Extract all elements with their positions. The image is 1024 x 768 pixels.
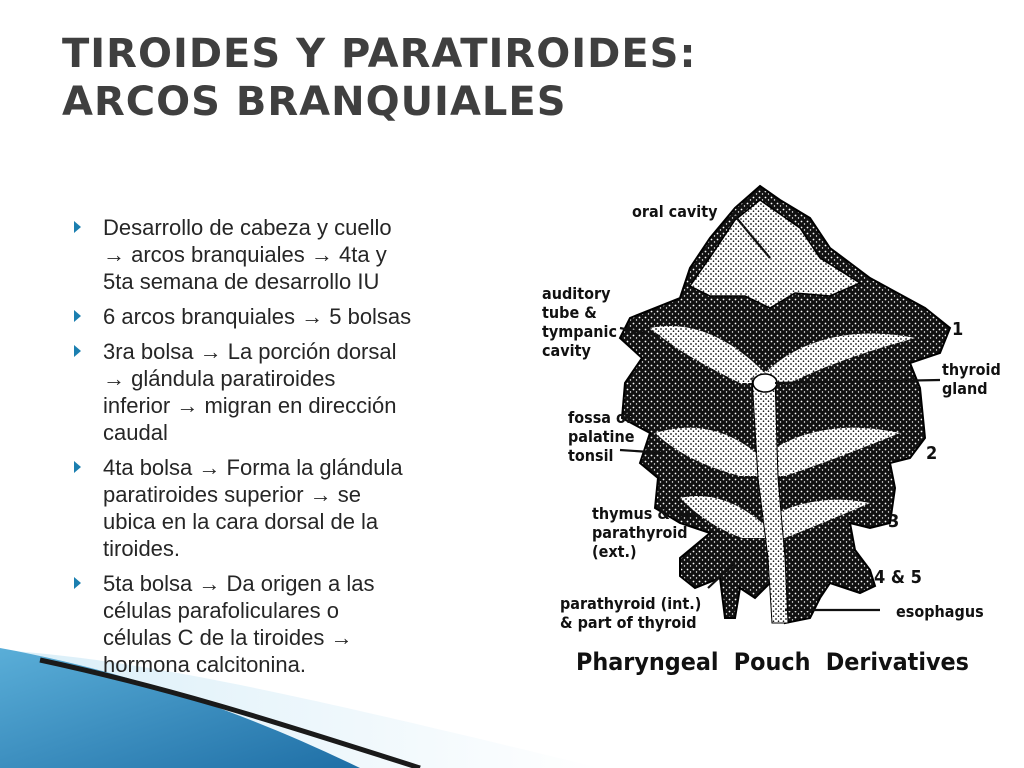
slide-title [62, 30, 962, 126]
bullet-item [74, 338, 514, 446]
label-pouch-1: 1 [952, 319, 964, 340]
title-line-2: ARCOS BRANQUIALES [62, 79, 567, 125]
thyroid-bud [753, 374, 777, 392]
bullet-arrow-icon [74, 577, 81, 589]
bullet-arrow-icon [74, 221, 81, 233]
bullet-text: Desarrollo de cabeza y cuello → arcos branquiales → 4ta y 5ta semana de desarrollo IU [103, 215, 392, 294]
bullet-item [74, 214, 514, 295]
label-fossa-palatine: fossa of palatine tonsil [568, 408, 635, 465]
label-parathyroid-int: parathyroid (int.) & part of thyroid [560, 594, 702, 632]
label-pouch-3: 3 [888, 511, 900, 532]
bullet-arrow-icon [74, 461, 81, 473]
bullet-item [74, 570, 514, 678]
label-oral-cavity: oral cavity [632, 202, 718, 221]
bullet-arrow-icon [74, 310, 81, 322]
label-pouch-2: 2 [926, 443, 938, 464]
label-thymus: thymus & parathyroid (ext.) [592, 504, 688, 561]
bullet-text: 3ra bolsa → La porción dorsal → glándula paratiroides inferior → migran en dirección caudal [103, 339, 397, 445]
figure-caption: Pharyngeal Pouch Derivatives [576, 648, 969, 676]
label-pouch-4-5: 4 & 5 [874, 567, 922, 588]
bullet-list [74, 214, 514, 686]
pharyngeal-pouch-figure [530, 178, 1000, 688]
label-thyroid-gland: thyroid gland [942, 360, 1001, 398]
bullet-item [74, 454, 514, 562]
title-line-1: TIROIDES Y PARATIROIDES: [62, 31, 697, 77]
bullet-text: 4ta bolsa → Forma la glándula paratiroides superior → se ubica en la cara dorsal de la tiroides. [103, 455, 403, 561]
bullet-text: 6 arcos branquiales → 5 bolsas [103, 304, 412, 329]
label-esophagus: esophagus [896, 602, 984, 621]
bullet-text: 5ta bolsa → Da origen a las células parafoliculares o células C de la tiroides → hormona calcitonina. [103, 571, 375, 677]
bullet-item [74, 303, 514, 330]
label-auditory-tube: auditory tube & tympanic cavity [542, 284, 618, 360]
bullet-arrow-icon [74, 345, 81, 357]
